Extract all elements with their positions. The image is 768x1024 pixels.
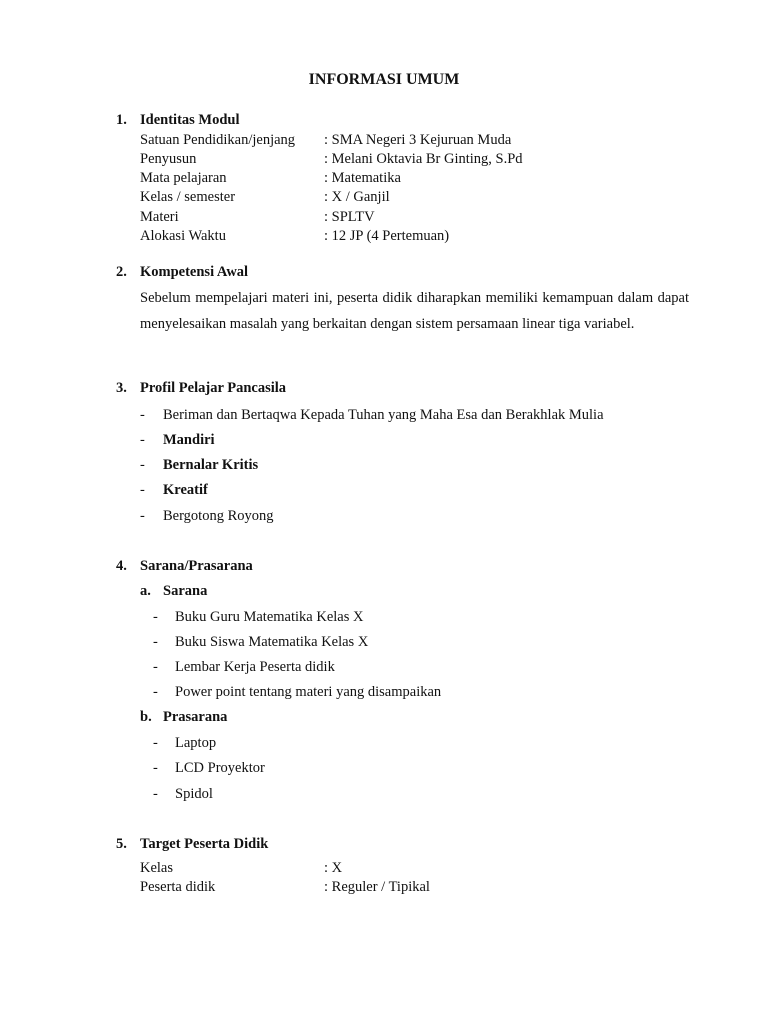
list-item: Laptop — [175, 735, 217, 751]
section-heading: Sarana/Prasarana — [140, 558, 253, 574]
subsection-heading: Prasarana — [163, 709, 228, 725]
identity-value: : SPLTV — [324, 209, 375, 225]
list-dash: - — [140, 432, 145, 448]
identity-value: : 12 JP (4 Pertemuan) — [324, 228, 450, 244]
identity-label: Alokasi Waktu — [140, 228, 226, 244]
list-item: Lembar Kerja Peserta didik — [175, 659, 335, 675]
list-dash: - — [153, 609, 158, 625]
identity-label: Kelas / semester — [140, 189, 236, 205]
identity-label: Materi — [140, 209, 179, 225]
target-value: : X — [324, 860, 343, 876]
list-item: Buku Guru Matematika Kelas X — [175, 609, 364, 625]
identity-label: Satuan Pendidikan/jenjang — [140, 132, 296, 148]
identity-label: Mata pelajaran — [140, 170, 227, 186]
subsection-marker: b. — [140, 709, 152, 725]
section-heading: Kompetensi Awal — [140, 264, 249, 280]
list-item: LCD Proyektor — [175, 760, 265, 776]
list-dash: - — [140, 508, 145, 524]
section-number: 1. — [116, 112, 127, 128]
identity-value: : X / Ganjil — [324, 189, 390, 205]
section-heading: Profil Pelajar Pancasila — [140, 380, 287, 396]
kompetensi-paragraph: Sebelum mempelajari materi ini, peserta didik diharapkan memiliki kemampuan dalam dapat menyelesaikan masalah yang berkaitan dengan sistem persamaan linear tiga variabel. — [140, 290, 689, 332]
identity-value: : SMA Negeri 3 Kejuruan Muda — [324, 132, 512, 148]
subsection-heading: Sarana — [163, 583, 208, 599]
section-number: 3. — [116, 380, 127, 396]
list-item: Spidol — [175, 786, 213, 802]
target-value: : Reguler / Tipikal — [324, 879, 430, 895]
list-dash: - — [140, 407, 145, 423]
identity-value: : Melani Oktavia Br Ginting, S.Pd — [324, 151, 523, 167]
section-number: 4. — [116, 558, 127, 574]
page-title: INFORMASI UMUM — [308, 71, 460, 88]
list-item: Buku Siswa Matematika Kelas X — [175, 634, 369, 650]
list-dash: - — [153, 735, 158, 751]
list-dash: - — [140, 482, 145, 498]
list-item: Mandiri — [163, 432, 215, 448]
list-dash: - — [153, 684, 158, 700]
section-number: 2. — [116, 264, 127, 280]
target-label: Kelas — [140, 860, 174, 876]
list-item: Power point tentang materi yang disampaikan — [175, 684, 442, 700]
list-item: Bergotong Royong — [163, 508, 274, 524]
identity-value: : Matematika — [324, 170, 401, 186]
list-dash: - — [153, 760, 158, 776]
list-dash: - — [153, 634, 158, 650]
list-item: Kreatif — [163, 482, 208, 498]
section-heading: Target Peserta Didik — [140, 836, 269, 852]
list-dash: - — [153, 786, 158, 802]
list-item: Bernalar Kritis — [163, 457, 259, 473]
list-dash: - — [153, 659, 158, 675]
target-label: Peserta didik — [140, 879, 216, 895]
section-heading: Identitas Modul — [140, 112, 240, 128]
section-number: 5. — [116, 836, 127, 852]
identity-label: Penyusun — [140, 151, 197, 167]
list-item: Beriman dan Bertaqwa Kepada Tuhan yang Maha Esa dan Berakhlak Mulia — [163, 407, 604, 423]
list-dash: - — [140, 457, 145, 473]
subsection-marker: a. — [140, 583, 151, 599]
